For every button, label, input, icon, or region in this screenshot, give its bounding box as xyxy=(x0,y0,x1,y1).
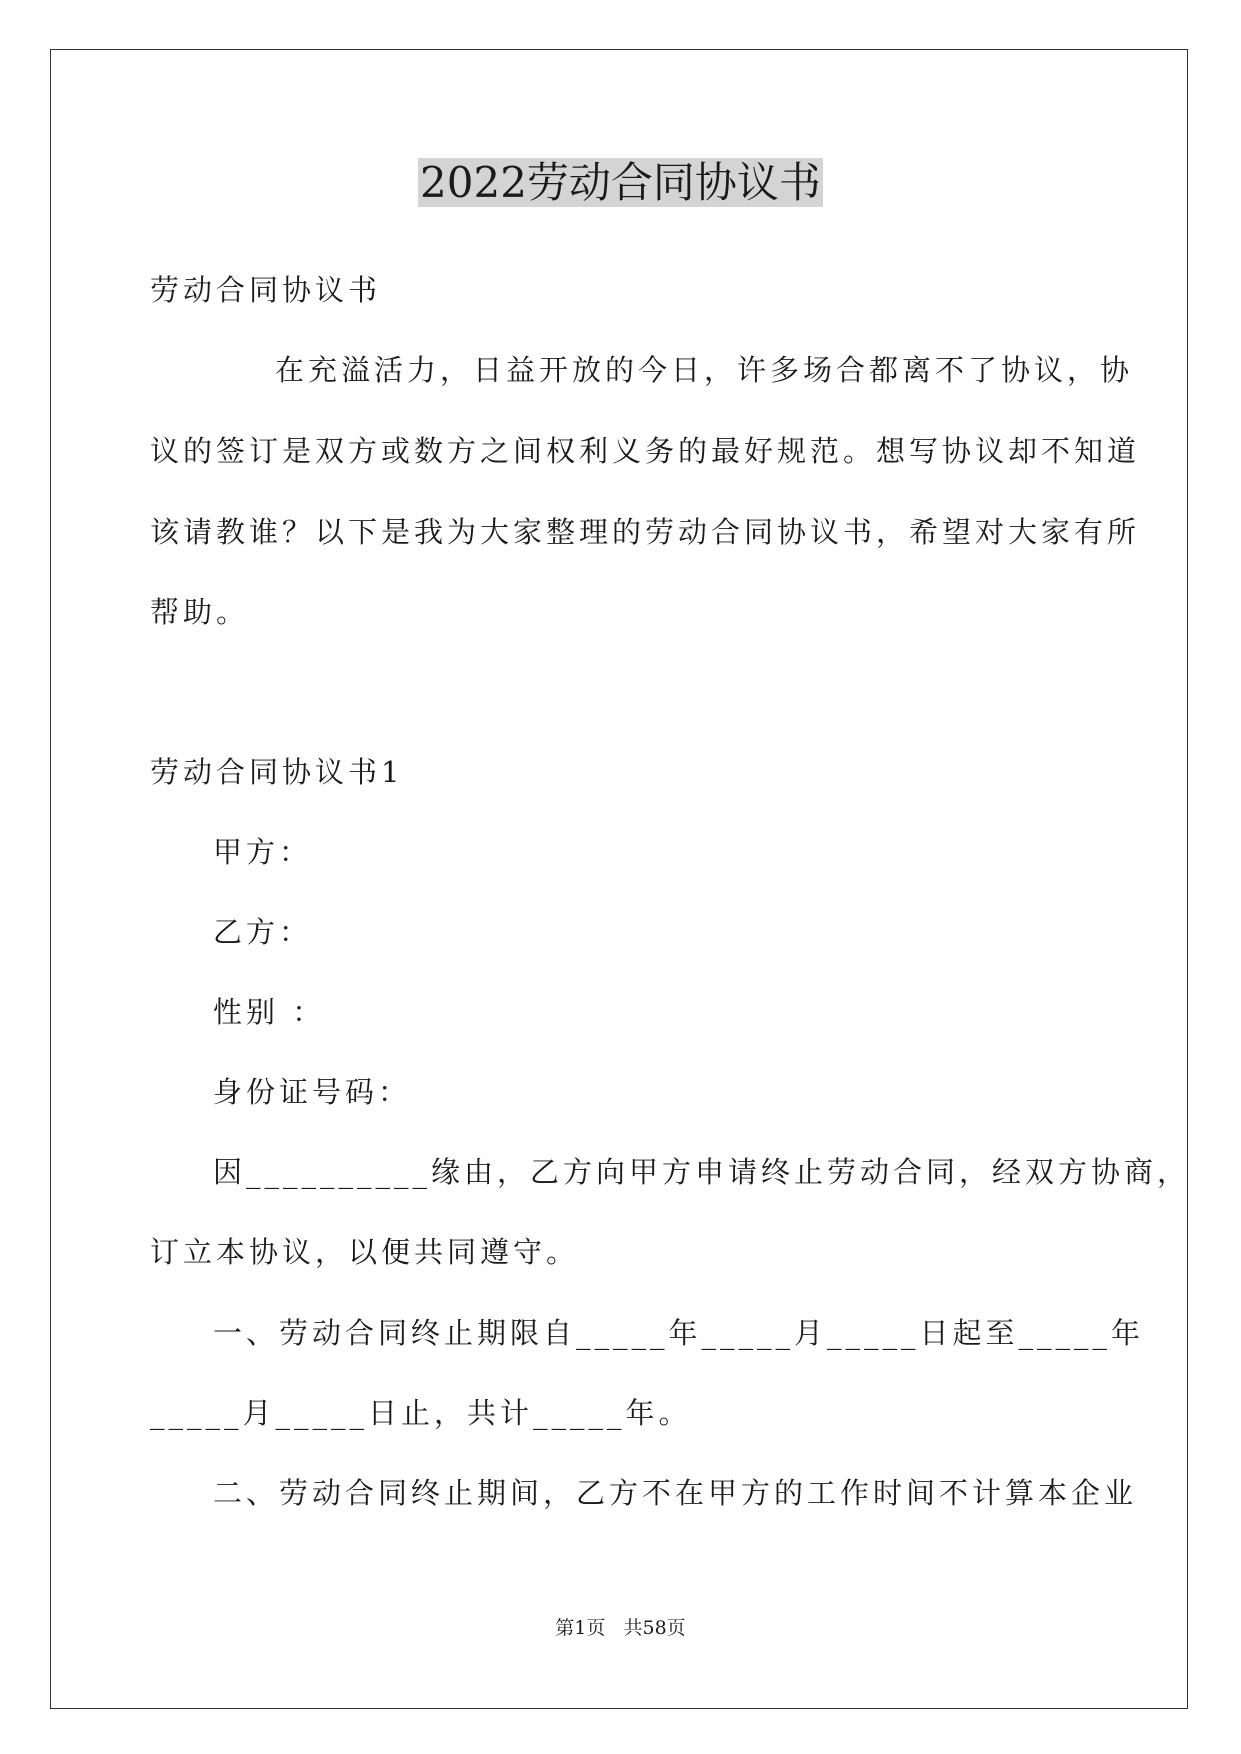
reason-paragraph-line-2: 订立本协议，以便共同遵守。 xyxy=(150,1235,580,1269)
gender-field: 性别 ： xyxy=(213,995,326,1029)
party-a-field: 甲方： xyxy=(213,835,313,869)
subtitle: 劳动合同协议书 xyxy=(150,273,382,307)
section-heading: 劳动合同协议书1 xyxy=(150,755,404,789)
clause-1-line-1: 一、劳动合同终止期限自_____年_____月_____日起至_____年 xyxy=(213,1316,1145,1350)
party-b-field: 乙方： xyxy=(213,915,313,949)
intro-paragraph-line-1: 在充溢活力，日益开放的今日，许多场合都离不了协议，协 xyxy=(275,353,1134,387)
reason-paragraph-line-1: 因__________缘由，乙方向甲方申请终止劳动合同，经双方协商， xyxy=(213,1155,1191,1189)
document-title xyxy=(0,155,1241,211)
page-number-footer: 第1页 共58页 xyxy=(555,1617,686,1639)
intro-paragraph-line-4: 帮助。 xyxy=(150,595,250,629)
intro-paragraph-line-2: 议的签订是双方或数方之间权利义务的最好规范。想写协议却不知道 xyxy=(150,434,1141,468)
intro-paragraph-line-3: 该请教谁？以下是我为大家整理的劳动合同协议书，希望对大家有所 xyxy=(150,515,1141,549)
document-title-text: 2022劳动合同协议书 xyxy=(420,158,821,207)
clause-2-line-1: 二、劳动合同终止期间，乙方不在甲方的工作时间不计算本企业 xyxy=(213,1476,1138,1510)
clause-1-line-2: _____月_____日止，共计_____年。 xyxy=(150,1396,692,1430)
id-number-field: 身份证号码： xyxy=(213,1075,412,1109)
